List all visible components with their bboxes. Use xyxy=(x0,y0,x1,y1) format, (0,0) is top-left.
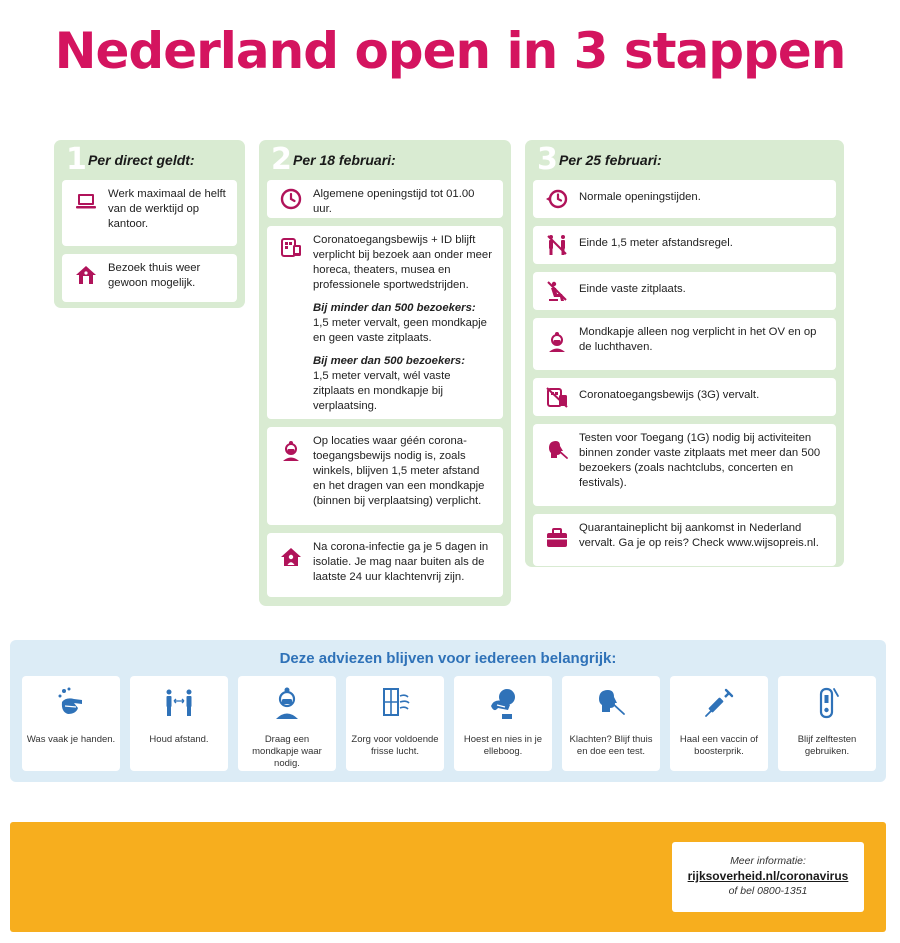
measure-text: Einde 1,5 meter afstandsregel. xyxy=(579,237,733,249)
measure-card xyxy=(62,254,237,302)
house-icon xyxy=(74,263,98,287)
step-2-panel xyxy=(259,140,511,606)
measure-card xyxy=(533,378,836,416)
advice-tile xyxy=(22,676,120,771)
measure-card xyxy=(533,514,836,566)
measure-subheading: Bij minder dan 500 bezoekers: xyxy=(313,302,476,314)
measure-text: Coronatoegangsbewijs + ID blijft verplicht bij bezoek aan onder meer horeca, theaters, musea en professionele sportwedstrijden. xyxy=(313,234,492,291)
info-phone: of bel 0800-1351 xyxy=(728,885,808,897)
no-distance-icon xyxy=(545,233,569,257)
measure-subtext: 1,5 meter vervalt, geen mondkapje en geen vaste zitplaats. xyxy=(313,317,487,344)
measure-subtext: 1,5 meter vervalt, wél vaste zitplaats en mondkapje bij verplaatsing. xyxy=(313,370,451,412)
advice-label: Houd afstand. xyxy=(149,734,209,745)
measure-card xyxy=(533,226,836,264)
advice-panel xyxy=(10,640,886,782)
mask-person-icon xyxy=(545,330,569,354)
step-2-header xyxy=(267,142,503,180)
advice-tile xyxy=(130,676,228,771)
measure-text: Einde vaste zitplaats. xyxy=(579,283,686,295)
advice-label: Haal een vaccin of boosterprik. xyxy=(679,734,759,757)
advice-label: Blijf zelftesten gebruiken. xyxy=(797,734,857,757)
advice-tile xyxy=(346,676,444,771)
measure-card xyxy=(62,180,237,246)
measure-text: Bezoek thuis weer gewoon mogelijk. xyxy=(108,262,201,289)
measure-subheading: Bij meer dan 500 bezoekers: xyxy=(313,355,465,367)
measure-card xyxy=(533,424,836,506)
qr-phone-icon xyxy=(279,235,303,259)
info-label: Meer informatie: xyxy=(730,855,806,867)
measure-text: Quarantaineplicht bij aankomst in Nederland vervalt. Ga je op reis? Check www.wijsopreis.nl. xyxy=(579,522,819,549)
measure-card xyxy=(267,180,503,218)
advice-label: Draag een mondkapje waar nodig. xyxy=(252,734,322,769)
measure-card xyxy=(533,180,836,218)
test-icon xyxy=(596,686,626,720)
page-title: Nederland open in 3 stappen xyxy=(54,22,846,80)
advice-tile xyxy=(562,676,660,771)
step-label: Per 18 februari: xyxy=(293,152,396,168)
measure-text: Normale openingstijden. xyxy=(579,191,701,203)
no-seat-icon xyxy=(545,279,569,303)
measure-card xyxy=(267,226,503,419)
measure-text: Algemene openingstijd tot 01.00 uur. xyxy=(313,188,475,215)
syringe-icon xyxy=(704,686,734,720)
measure-card xyxy=(267,533,503,597)
step-3-header xyxy=(533,142,836,180)
advice-label: Klachten? Blijf thuis en doe een test. xyxy=(569,734,653,757)
house-person-icon xyxy=(279,545,303,569)
mask-icon xyxy=(272,686,302,720)
step-3-panel xyxy=(525,140,844,567)
info-box xyxy=(672,842,864,912)
step-number: 3 xyxy=(537,142,558,177)
step-label: Per direct geldt: xyxy=(88,152,195,168)
measure-text: Werk maximaal de helft van de werktijd op kantoor. xyxy=(108,188,226,230)
mask-person-icon xyxy=(279,439,303,463)
measure-text: Coronatoegangsbewijs (3G) vervalt. xyxy=(579,389,760,401)
advice-label: Was vaak je handen. xyxy=(26,734,116,745)
suitcase-icon xyxy=(545,526,569,550)
test-swab-icon xyxy=(545,438,569,462)
no-qr-icon xyxy=(545,385,569,409)
measure-card xyxy=(533,318,836,370)
measure-card xyxy=(533,272,836,310)
clock-return-icon xyxy=(545,187,569,211)
advice-label: Zorg voor voldoende frisse lucht. xyxy=(351,734,439,757)
step-1-panel xyxy=(54,140,245,308)
ventilation-icon xyxy=(380,686,410,720)
distance-icon xyxy=(164,686,194,720)
self-test-icon xyxy=(812,686,842,720)
wash-hands-icon xyxy=(56,686,86,720)
footer-banner xyxy=(10,822,886,932)
measure-text: Testen voor Toegang (1G) nodig bij activiteiten binnen zonder vaste zitplaats met meer dan 500 bezoekers (zoals nachtclubs, concerten en festivals). xyxy=(579,432,821,489)
step-number: 2 xyxy=(271,142,292,177)
advice-label: Hoest en nies in je elleboog. xyxy=(463,734,543,757)
info-link[interactable]: rijksoverheid.nl/coronavirus xyxy=(687,869,849,883)
advice-tile xyxy=(454,676,552,771)
measure-card xyxy=(267,427,503,525)
measure-text: Na corona-infectie ga je 5 dagen in isolatie. Je mag naar buiten als de laatste 24 uur klachtenvrij zijn. xyxy=(313,541,489,583)
advice-tile xyxy=(778,676,876,771)
advice-tile xyxy=(238,676,336,771)
step-1-header xyxy=(62,142,237,180)
laptop-icon xyxy=(74,189,98,213)
measure-text: Op locaties waar géén corona-toegangsbewijs nodig is, zoals winkels, blijven 1,5 meter afstand en het dragen van een mondkapje (binnen bij verplaatsing) verplicht. xyxy=(313,435,485,507)
measure-text: Mondkapje alleen nog verplicht in het OV en op de luchthaven. xyxy=(579,326,817,353)
clock-icon xyxy=(279,187,303,211)
advice-tile xyxy=(670,676,768,771)
sneeze-elbow-icon xyxy=(488,686,518,720)
advice-title: Deze adviezen blijven voor iedereen belangrijk: xyxy=(279,650,617,667)
step-number: 1 xyxy=(66,142,87,177)
step-label: Per 25 februari: xyxy=(559,152,662,168)
